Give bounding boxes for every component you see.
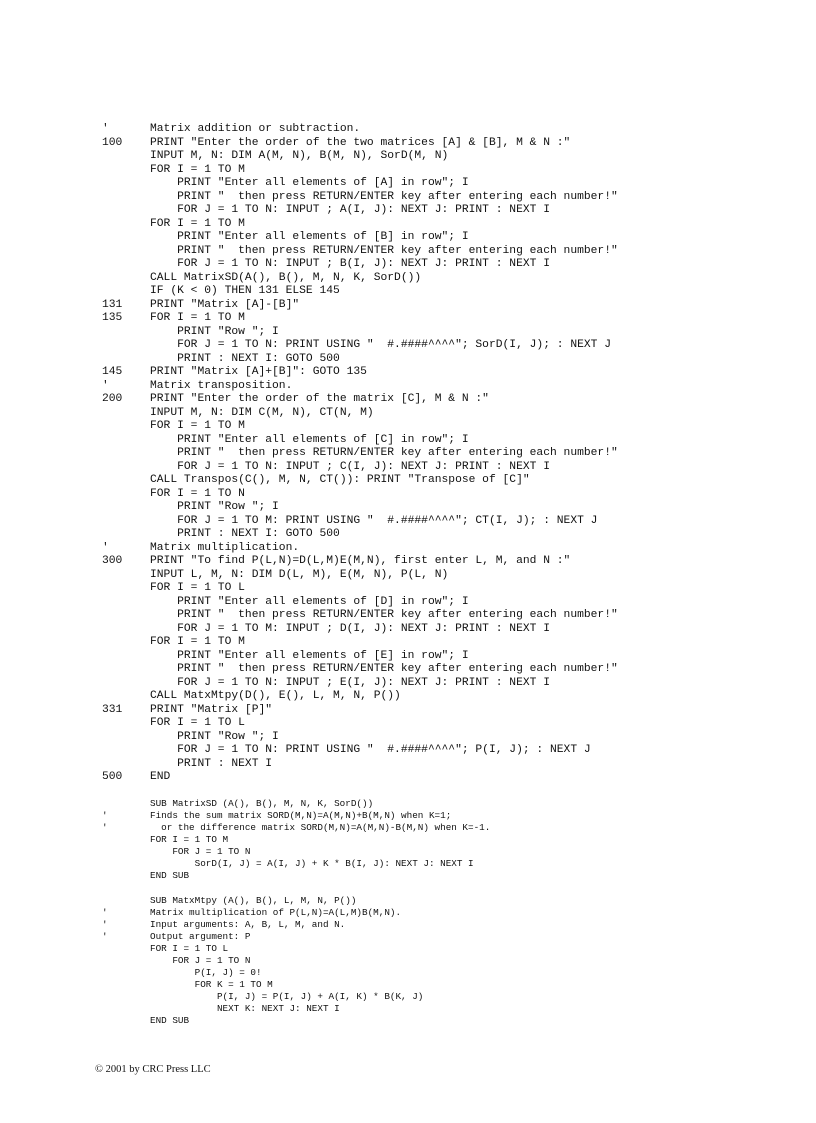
code-text: SUB MatrixSD (A(), B(), M, N, K, SorD()) xyxy=(150,797,374,809)
code-line xyxy=(0,204,816,218)
code-text: FOR J = 1 TO N: PRINT USING " #.####^^^^"; SorD(I, J); : NEXT J xyxy=(150,339,611,351)
code-text: PRINT "Enter all elements of [C] in row"; I xyxy=(150,433,469,446)
code-line xyxy=(0,943,816,955)
sub-matrixsd-block xyxy=(0,798,816,882)
code-text: or the difference matrix SORD(M,N)=A(M,N)-B(M,N) when K=-1. xyxy=(150,821,491,833)
code-line xyxy=(0,717,816,731)
copyright-footer: © 2001 by CRC Press LLC xyxy=(95,1064,211,1075)
code-text: CALL MatxMtpy(D(), E(), L, M, N, P()) xyxy=(150,690,401,702)
code-text: INPUT M, N: DIM A(M, N), B(M, N), SorD(M, N) xyxy=(150,150,449,162)
code-line xyxy=(0,636,816,650)
line-number: 331 xyxy=(102,703,123,716)
code-text: FOR I = 1 TO M xyxy=(150,217,245,230)
code-text: PRINT : NEXT I xyxy=(150,757,273,770)
code-line xyxy=(0,380,816,394)
code-line xyxy=(0,771,816,785)
code-line xyxy=(0,758,816,772)
code-line xyxy=(0,488,816,502)
code-text: PRINT "Matrix [A]+[B]": GOTO 135 xyxy=(150,366,367,378)
code-text: FOR I = 1 TO M xyxy=(150,833,229,845)
code-text: FOR J = 1 TO N: INPUT ; B(I, J): NEXT J: PRINT : NEXT I xyxy=(150,258,550,270)
code-text: P(I, J) = 0! xyxy=(150,966,262,978)
code-line xyxy=(0,555,816,569)
code-line xyxy=(0,434,816,448)
code-line xyxy=(0,501,816,515)
code-line xyxy=(0,420,816,434)
code-line xyxy=(0,677,816,691)
code-text: CALL MatrixSD(A(), B(), M, N, K, SorD()) xyxy=(150,271,422,284)
line-number: 500 xyxy=(102,771,123,783)
line-number: ' xyxy=(102,123,109,135)
code-text: FOR I = 1 TO M xyxy=(150,163,245,176)
line-number: ' xyxy=(102,809,108,821)
code-text: PRINT "Row "; I xyxy=(150,325,279,338)
code-line xyxy=(0,339,816,353)
line-number: ' xyxy=(102,379,109,392)
code-line xyxy=(0,461,816,475)
code-line xyxy=(0,895,816,907)
line-number: 100 xyxy=(102,136,123,149)
code-text: FOR I = 1 TO L xyxy=(150,942,229,954)
code-line xyxy=(0,299,816,313)
code-line xyxy=(0,312,816,326)
code-text: INPUT M, N: DIM C(M, N), CT(N, M) xyxy=(150,406,374,419)
code-line xyxy=(0,245,816,259)
code-text: FOR J = 1 TO N: INPUT ; A(I, J): NEXT J: PRINT : NEXT I xyxy=(150,204,550,216)
main-program-block xyxy=(0,123,816,785)
code-line xyxy=(0,979,816,991)
code-text: PRINT "Enter all elements of [B] in row"; I xyxy=(150,231,469,243)
code-text: Input arguments: A, B, L, M, and N. xyxy=(150,918,346,930)
code-text: FOR J = 1 TO N: INPUT ; E(I, J): NEXT J: PRINT : NEXT I xyxy=(150,676,550,689)
code-line xyxy=(0,218,816,232)
code-text: PRINT " then press RETURN/ENTER key after entering each number!" xyxy=(150,663,618,675)
code-line xyxy=(0,123,816,137)
code-line xyxy=(0,609,816,623)
code-text: PRINT "Matrix [P]" xyxy=(150,703,273,716)
code-text: FOR I = 1 TO M xyxy=(150,312,245,324)
code-text: FOR J = 1 TO N xyxy=(150,954,251,966)
code-text: Matrix addition or subtraction. xyxy=(150,123,361,135)
code-line xyxy=(0,623,816,637)
line-number: 300 xyxy=(102,555,123,567)
code-text: PRINT "Enter all elements of [A] in row"; I xyxy=(150,177,469,189)
code-text: END xyxy=(150,771,171,783)
code-line xyxy=(0,596,816,610)
code-text: SorD(I, J) = A(I, J) + K * B(I, J): NEXT J: NEXT I xyxy=(150,857,474,869)
code-line xyxy=(0,822,816,834)
code-line xyxy=(0,528,816,542)
code-line xyxy=(0,919,816,931)
code-text: PRINT : NEXT I: GOTO 500 xyxy=(150,352,340,365)
code-line xyxy=(0,150,816,164)
code-text: FOR I = 1 TO M xyxy=(150,636,245,648)
code-line xyxy=(0,407,816,421)
code-line xyxy=(0,231,816,245)
line-number: ' xyxy=(102,906,108,918)
code-line xyxy=(0,1003,816,1015)
code-line xyxy=(0,663,816,677)
code-line xyxy=(0,569,816,583)
code-line xyxy=(0,955,816,967)
code-text: CALL Transpos(C(), M, N, CT()): PRINT "Transpose of [C]" xyxy=(150,474,530,486)
code-line xyxy=(0,858,816,870)
code-line xyxy=(0,870,816,882)
code-line xyxy=(0,474,816,488)
code-text: FOR I = 1 TO L xyxy=(150,582,245,594)
code-text: PRINT "Matrix [A]-[B]" xyxy=(150,298,300,311)
code-line xyxy=(0,582,816,596)
code-text: FOR J = 1 TO N: PRINT USING " #.####^^^^"; P(I, J); : NEXT J xyxy=(150,744,591,756)
code-line xyxy=(0,137,816,151)
code-line xyxy=(0,690,816,704)
code-line xyxy=(0,191,816,205)
code-text: PRINT " then press RETURN/ENTER key after entering each number!" xyxy=(150,447,618,459)
code-text: NEXT K: NEXT J: NEXT I xyxy=(150,1002,340,1014)
line-number: 135 xyxy=(102,312,123,324)
code-text: PRINT "Row "; I xyxy=(150,730,279,743)
code-line xyxy=(0,542,816,556)
line-number: 145 xyxy=(102,366,123,378)
code-text: PRINT " then press RETURN/ENTER key after entering each number!" xyxy=(150,609,618,621)
line-number: 200 xyxy=(102,393,123,405)
sub-matxmtpy-block xyxy=(0,895,816,1027)
code-text: SUB MatxMtpy (A(), B(), L, M, N, P()) xyxy=(150,894,357,906)
code-text: P(I, J) = P(I, J) + A(I, K) * B(K, J) xyxy=(150,990,424,1002)
code-text: FOR I = 1 TO N xyxy=(150,487,245,500)
code-text: FOR J = 1 TO M: PRINT USING " #.####^^^^"; CT(I, J); : NEXT J xyxy=(150,514,598,527)
code-text: FOR J = 1 TO N: INPUT ; C(I, J): NEXT J: PRINT : NEXT I xyxy=(150,460,550,473)
code-text: INPUT L, M, N: DIM D(L, M), E(M, N), P(L, N) xyxy=(150,568,449,581)
code-text: FOR K = 1 TO M xyxy=(150,978,273,990)
code-line xyxy=(0,967,816,979)
code-text: PRINT "Enter the order of the matrix [C], M & N :" xyxy=(150,393,489,405)
code-text: PRINT " then press RETURN/ENTER key after entering each number!" xyxy=(150,190,618,203)
line-number: ' xyxy=(102,930,108,942)
code-text: Finds the sum matrix SORD(M,N)=A(M,N)+B(M,N) when K=1; xyxy=(150,809,452,821)
code-text: PRINT "Enter all elements of [D] in row"; I xyxy=(150,595,469,608)
line-number: ' xyxy=(102,541,109,554)
code-listing xyxy=(0,123,816,1027)
code-line xyxy=(0,447,816,461)
code-text: PRINT " then press RETURN/ENTER key after entering each number!" xyxy=(150,244,618,257)
code-text: END SUB xyxy=(150,1014,190,1026)
code-line xyxy=(0,744,816,758)
code-line xyxy=(0,164,816,178)
code-line xyxy=(0,285,816,299)
code-line xyxy=(0,931,816,943)
code-text: END SUB xyxy=(150,869,190,881)
code-line xyxy=(0,258,816,272)
code-text: PRINT : NEXT I: GOTO 500 xyxy=(150,528,340,540)
code-text: FOR J = 1 TO N xyxy=(150,845,251,857)
code-line xyxy=(0,798,816,810)
code-text: FOR I = 1 TO M xyxy=(150,420,245,432)
code-line xyxy=(0,177,816,191)
code-line xyxy=(0,834,816,846)
line-number: 131 xyxy=(102,298,123,311)
code-line xyxy=(0,704,816,718)
code-line xyxy=(0,650,816,664)
code-line xyxy=(0,366,816,380)
code-text: PRINT "Row "; I xyxy=(150,501,279,513)
line-number: ' xyxy=(102,918,108,930)
code-line xyxy=(0,393,816,407)
code-text: Matrix transposition. xyxy=(150,379,293,392)
code-line xyxy=(0,326,816,340)
line-number: ' xyxy=(102,821,108,833)
code-text: PRINT "To find P(L,N)=D(L,M)E(M,N), first enter L, M, and N :" xyxy=(150,555,571,567)
code-text: IF (K < 0) THEN 131 ELSE 145 xyxy=(150,285,340,297)
code-text: Output argument: P xyxy=(150,930,251,942)
code-text: PRINT "Enter all elements of [E] in row"; I xyxy=(150,649,469,662)
code-line xyxy=(0,907,816,919)
code-line xyxy=(0,991,816,1003)
code-text: PRINT "Enter the order of the two matrices [A] & [B], M & N :" xyxy=(150,136,571,149)
code-text: FOR J = 1 TO M: INPUT ; D(I, J): NEXT J: PRINT : NEXT I xyxy=(150,622,550,635)
code-text: FOR I = 1 TO L xyxy=(150,717,245,729)
code-line xyxy=(0,353,816,367)
code-line xyxy=(0,515,816,529)
code-text: Matrix multiplication. xyxy=(150,541,300,554)
code-line xyxy=(0,731,816,745)
code-text: Matrix multiplication of P(L,N)=A(L,M)B(M,N). xyxy=(150,906,402,918)
code-line xyxy=(0,1015,816,1027)
code-line xyxy=(0,846,816,858)
code-line xyxy=(0,810,816,822)
code-line xyxy=(0,272,816,286)
